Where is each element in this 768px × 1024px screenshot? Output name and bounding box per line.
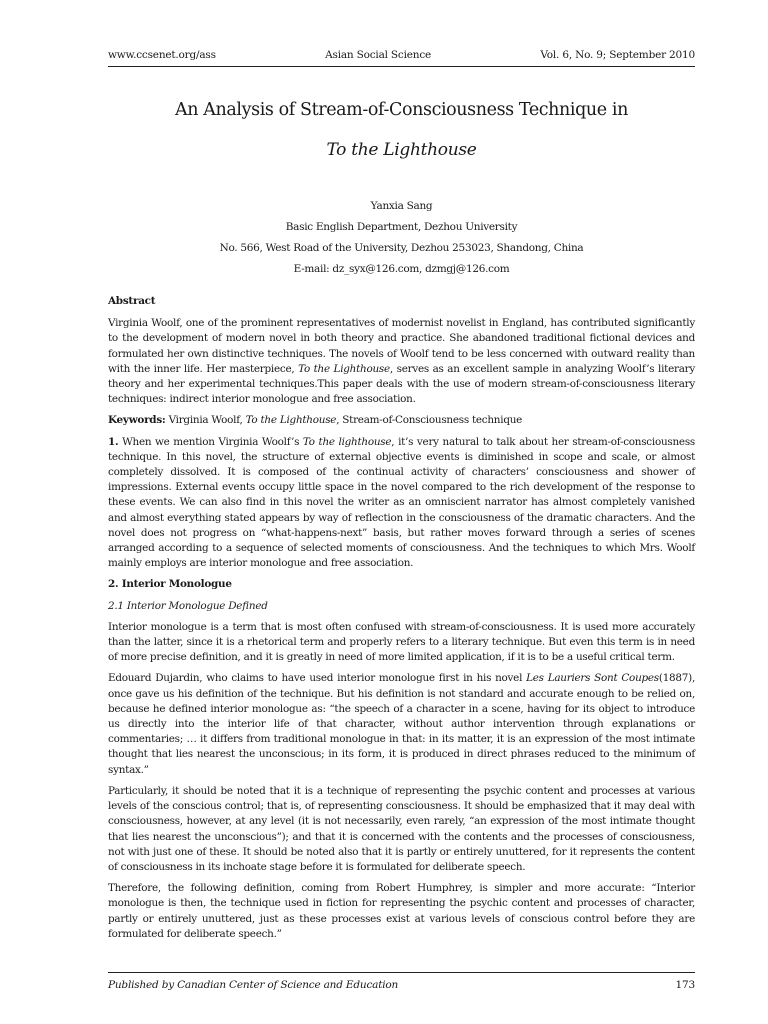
section2-p2-text-1: Edouard Dujardin, who claims to have used interior monologue first in his novel — [108, 672, 527, 685]
footer-publisher: Published by Canadian Center of Science and Education — [108, 979, 399, 991]
author-block — [108, 196, 695, 280]
footer-rule — [108, 972, 695, 973]
header-journal: Asian Social Science — [325, 49, 432, 61]
section1-title-ref: To the lighthouse — [302, 435, 392, 448]
section2-paragraph-2 — [108, 671, 695, 777]
author-department: Basic English Department, Dezhou University — [285, 221, 518, 233]
author-address: No. 566, West Road of the University, Dezhou 253023, Shandong, China — [219, 242, 584, 254]
keywords-label: Keywords: — [108, 414, 166, 427]
section2-p2-text-2: (1887), once gave us his definition of the technique. But his definition is not standard and accurate enough to be relied on, because he defined interior monologue as: “the speech of a character in a scene, having for its object to introduce us directly into the interior life of that character, without author intervention through explanations or commentaries; … it differs from traditional monologue in that: in its matter, it is an expression of the most intimate thought that lies nearest the unconscious; in its form, it is produced in direct phrases reduced to the minimum of syntax.” — [108, 672, 695, 776]
section2-paragraph-1: Interior monologue is a term that is most often confused with stream-of-consciousness. It is used more accurately than the latter, since it is a rhetorical term and properly refers to a literary technique. But even this term is in need of more precise definition, and it is greatly in need of more limited application, if it is to be a useful critical term. — [108, 620, 695, 664]
abstract-text-1: Virginia Woolf, one of the prominent representatives of modernist novelist in England, has contributed significantly to the development of modern novel in both theory and practice. She abandoned traditional fictional devices and formulated her own distinctive techniques. The novels of Woolf tend to be less concerned with outward reality than with the inner life. Her masterpiece, — [108, 317, 695, 375]
paper-title: An Analysis of Stream-of-Consciousness Technique in — [175, 100, 628, 120]
author-email[interactable]: E-mail: dz_syx@126.com, dzmgj@126.com — [293, 263, 510, 275]
paper-subtitle: To the Lighthouse — [326, 140, 477, 160]
section2-paragraph-4: Therefore, the following definition, coming from Robert Humphrey, is simpler and more accurate: “Interior monologue is then, the technique used in fiction for representing the psychic content and processes of character, partly or entirely unuttered, just as these processes exist at various levels of conscious control before they are formulated for deliberate speech.” — [108, 882, 695, 940]
header-url[interactable]: www.ccsenet.org/ass — [108, 49, 216, 61]
section1-text-2: , it’s very natural to talk about her stream-of-consciousness technique. In this novel, the structure of external objective events is diminished in scope and scale, or almost completely dissolved. It is composed of the continual activity of characters’ consciousness and shower of impressions. External events occupy little space in the novel compared to the rich development of the response to these events. We can also find in this novel the writer as an omniscient narrator has almost completely vanished and almost everything stated appears by way of reflection in the consciousness of the dramatic characters. And the novel does not progress on “what-happens-next” basis, but rather moves forward through a series of scenes arranged according to a sequence of selected moments of consciousness. And the techniques to which Mrs. Woolf mainly employs are interior monologue and free association. — [108, 435, 695, 570]
running-footer — [108, 979, 695, 991]
section1-paragraph — [108, 435, 695, 572]
page-number: 173 — [675, 979, 695, 991]
author-name: Yanxia Sang — [370, 200, 433, 212]
section2-heading: 2. Interior Monologue — [108, 578, 232, 591]
section2-paragraph-3: Particularly, it should be noted that it is a technique of representing the psychic content and processes at various levels of the conscious control; that is, of representing consciousness. It should be emphasized that it may deal with consciousness, however, at any level (it is not necessarily, even rarely, “an expression of the most intimate thought that lies nearest the unconscious”); and that it is concerned with the contents and the processes of consciousness, not with just one of these. It should be noted also that it is partly or entirely unuttered, for it represents the content of consciousness in its inchoate stage before it is formulated for deliberate speech. — [108, 784, 695, 873]
subsection-2-1-heading: 2.1 Interior Monologue Defined — [108, 599, 268, 612]
keywords-text-1: Virginia Woolf, — [165, 414, 246, 427]
header-rule — [108, 66, 695, 67]
abstract-text-2: , serves as an excellent sample in analyzing Woolf’s literary theory and her experimental techniques.This paper deals with the use of modern stream-of-consciousness literary techniques: indirect interior monologue and free association. — [108, 362, 695, 406]
header-issue: Vol. 6, No. 9; September 2010 — [540, 49, 695, 61]
abstract-heading: Abstract — [108, 295, 156, 307]
section1-number: 1. — [108, 435, 119, 448]
body-text — [108, 294, 695, 948]
abstract-title-ref: To the Lighthouse — [298, 362, 390, 375]
running-header — [108, 49, 695, 61]
section2-p2-title-ref: Les Lauriers Sont Coupes — [526, 672, 659, 685]
keywords-text-2: , Stream-of-Consciousness technique — [336, 414, 523, 427]
keywords-line — [108, 413, 695, 428]
section1-text-1: When we mention Virginia Woolf’s — [118, 435, 303, 448]
abstract-paragraph — [108, 316, 695, 407]
keywords-title-ref: To the Lighthouse — [245, 414, 337, 427]
